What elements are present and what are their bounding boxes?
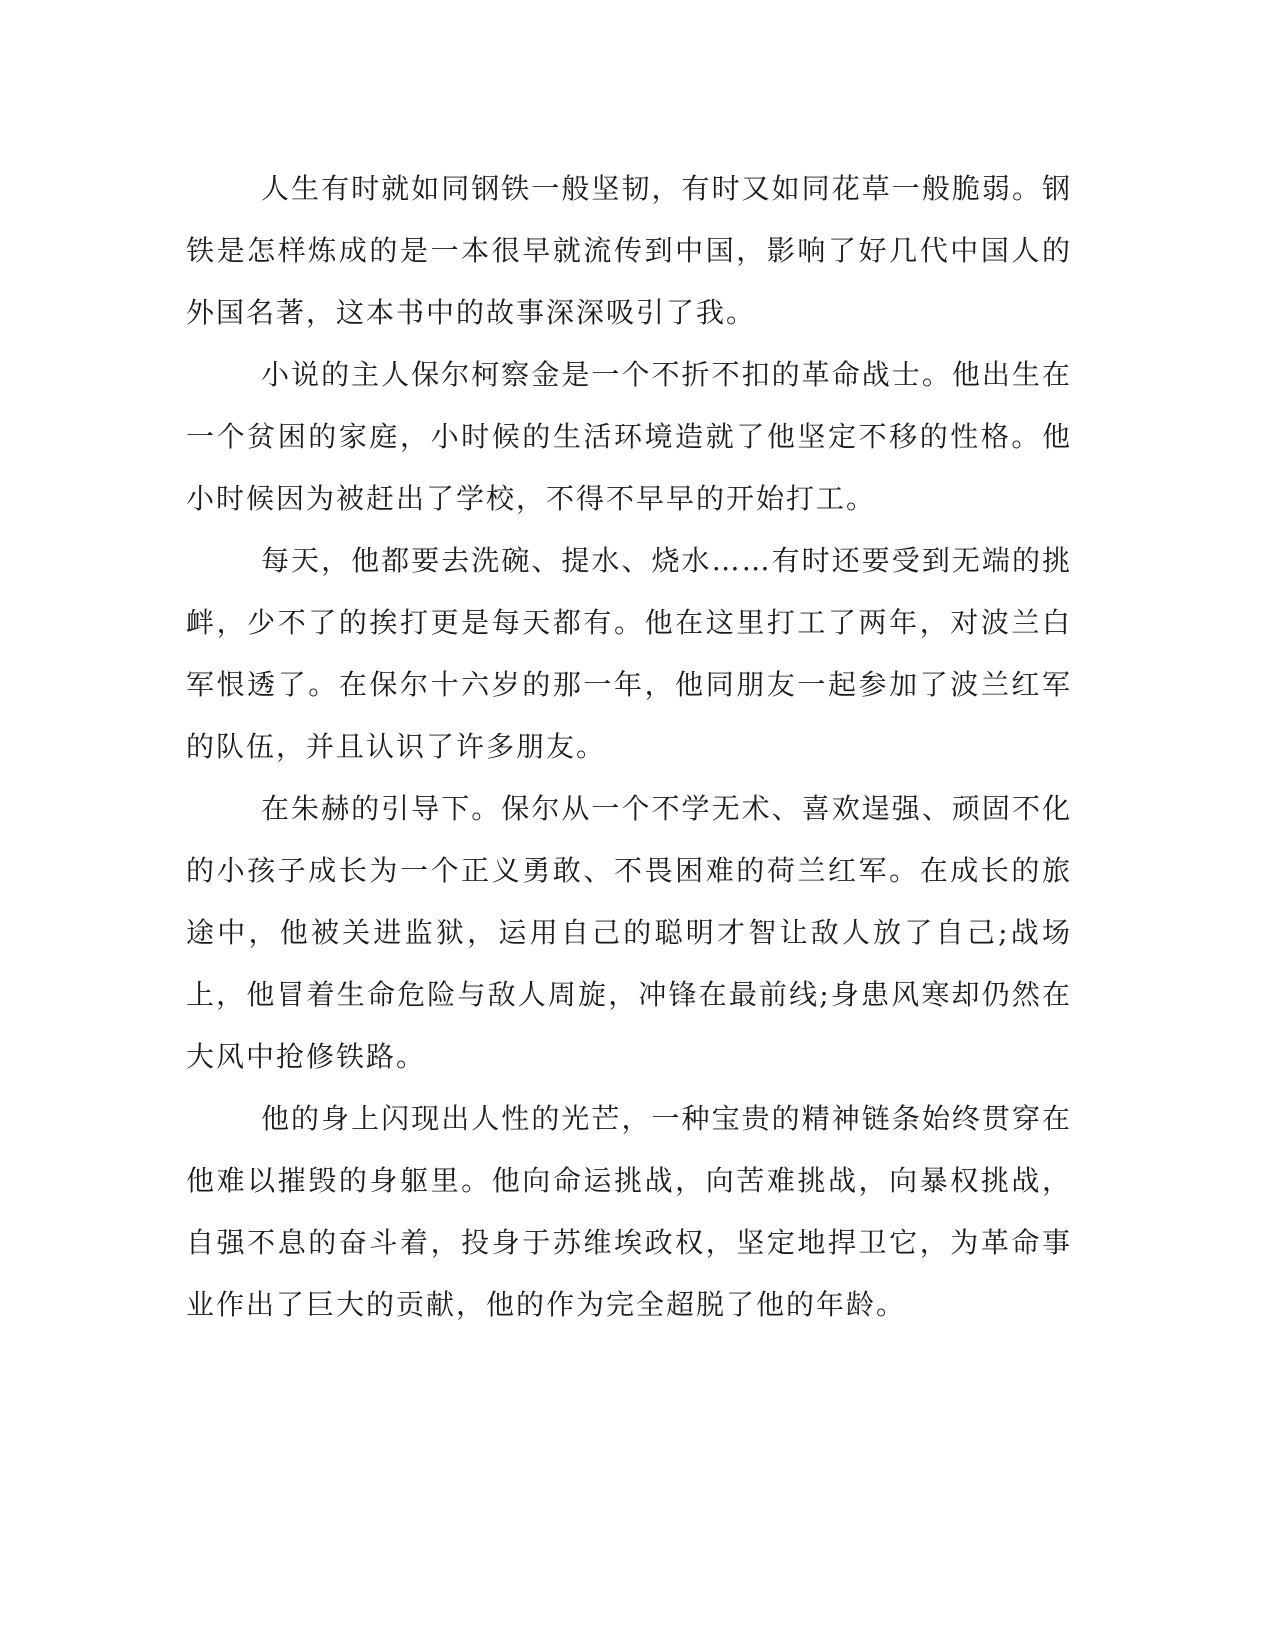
paragraph-2: 小说的主人保尔柯察金是一个不折不扣的革命战士。他出生在一个贫困的家庭，小时候的生活环境造就了他坚定不移的性格。他小时候因为被赶出了学校，不得不早早的开始打工。 (186, 358, 1072, 515)
paragraph-1: 人生有时就如同钢铁一般坚韧，有时又如同花草一般脆弱。钢铁是怎样炼成的是一本很早就流传到中国，影响了好几代中国人的外国名著，这本书中的故事深深吸引了我。 (186, 172, 1072, 329)
essay-body (186, 158, 1072, 1336)
paragraph-5: 他的身上闪现出人性的光芒，一种宝贵的精神链条始终贯穿在他难以摧毁的身躯里。他向命运挑战，向苦难挑战，向暴权挑战，自强不息的奋斗着，投身于苏维埃政权，坚定地捍卫它，为革命事业作出了巨大的贡献，他的作为完全超脱了他的年龄。 (186, 1102, 1072, 1321)
paragraph-3: 每天，他都要去洗碗、提水、烧水……有时还要受到无端的挑衅，少不了的挨打更是每天都有。他在这里打工了两年，对波兰白军恨透了。在保尔十六岁的那一年，他同朋友一起参加了波兰红军的队伍，并且认识了许多朋友。 (186, 544, 1072, 763)
paragraph-4: 在朱赫的引导下。保尔从一个不学无术、喜欢逞强、顽固不化的小孩子成长为一个正义勇敢、不畏困难的荷兰红军。在成长的旅途中，他被关进监狱，运用自己的聪明才智让敌人放了自己;战场上，他冒着生命危险与敌人周旋，冲锋在最前线;身患风寒却仍然在大风中抢修铁路。 (186, 792, 1072, 1073)
